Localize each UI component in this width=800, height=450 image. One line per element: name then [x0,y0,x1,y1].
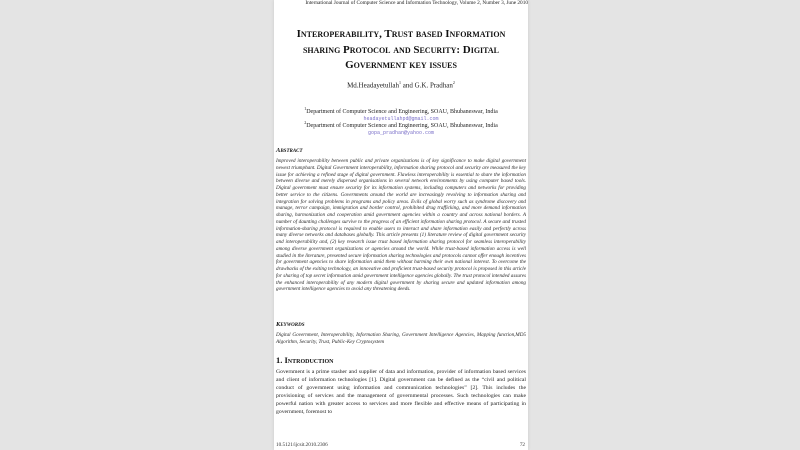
email-link[interactable]: gopa_pradhan@yahoo.com [367,130,434,136]
author-sup: 1 [398,80,401,85]
keywords-heading: Keywords [276,321,305,328]
email-link[interactable]: headayetullahpd@gmail.com [363,116,439,122]
affiliation-text: Department of Computer Science and Engineering, SOAU, Bhubaneswar, India [306,123,498,129]
affiliation-text: Department of Computer Science and Engineering, SOAU, Bhubaneswar, India [306,109,498,115]
author-connector: and [400,81,415,90]
affiliation [274,119,528,136]
abstract-heading: Abstract [276,147,303,154]
document-page [274,0,528,450]
author-sup: 2 [452,80,455,85]
abstract-body: Improved interoperability between public and private organizations is of key significance to make digital government newest triumphant. Digital Government interoperability, information sharing protocol and security are measured the key issue for achieving a refined stage of digital government. Flawless interoperability is essential to share the information between diverse and merely dispersed organisations in several network environments by using computer based tools. Digital government must ensure security for its information systems, including computers and networks for providing better service to the citizens. Governments around the world are increasingly revolving to information sharing and integration for solving problems in programs and policy areas. Evils of global worry such as syndrome discovery and manage, terror campaign, immigration and border control, prohibited drug trafficking, and more demand information sharing, harmonization and cooperation amid government agencies within a country and across national borders. A number of daunting challenges survive to the progress of an efficient information sharing protocol. A secure and trusted information-sharing protocol is required to enable users to interact and share information easily and perfectly across many diverse networks and databases globally. This article presents (1) literature review of digital government security and interoperability and, (2) key research issue trust based information sharing protocol for seamless interoperability among diverse government organizations or agencies around the world. While trust-based information access is well studied in the literature, presented secure information sharing technologies and protocols cannot offer enough incentives for government agencies to share information amid them without harming their own national interest. To overcome the drawbacks of the exiting technology, an innovative and proficient trust-based security protocol is proposed in this article for sharing of top secret information amid government intelligence agencies globally. The trust protocol intended assures the enhanced interoperability of any modern digital government by sharing secure and updated information among government intelligence agencies to avoid any threatening deeds. [276,158,526,293]
page-number: 72 [519,442,525,448]
author-name: G.K. Pradhan [414,81,453,90]
keywords-body: Digital Government, Interoperability, Information Sharing, Government Intelligence Agencies, Mapping function,MD5 Algorithm, Security, Trust, Public-Key Cryptosystem [276,332,526,345]
author-line [274,80,528,89]
running-head: International Journal of Computer Science and Information Technology, Volume 2, Number 3, June 2010 [305,0,528,6]
introduction-heading: 1. Introduction [276,355,334,365]
affiliation-sup: 2 [304,120,307,125]
introduction-body: Government is a prime stasher and supplier of data and information, provider of information based services and client of information technologies [1]. Digital government can be defined as the “civil and political conduct of government using information and communication technologies” [2]. This includes the provisioning of services and the management of governmental processes. Such technologies can make powerful nation with greater access to services and more flexible and effective means of participating in government, foremost to [276,369,526,415]
doi: 10.5121/ijcsit.2010.2306 [276,442,328,448]
affiliation-sup: 1 [304,106,307,111]
paper-title: Interoperability, Trust based Information sharing Protocol and Security: Digital Government key issues [296,28,506,71]
author-name: Md.Headayetullah [347,81,399,90]
